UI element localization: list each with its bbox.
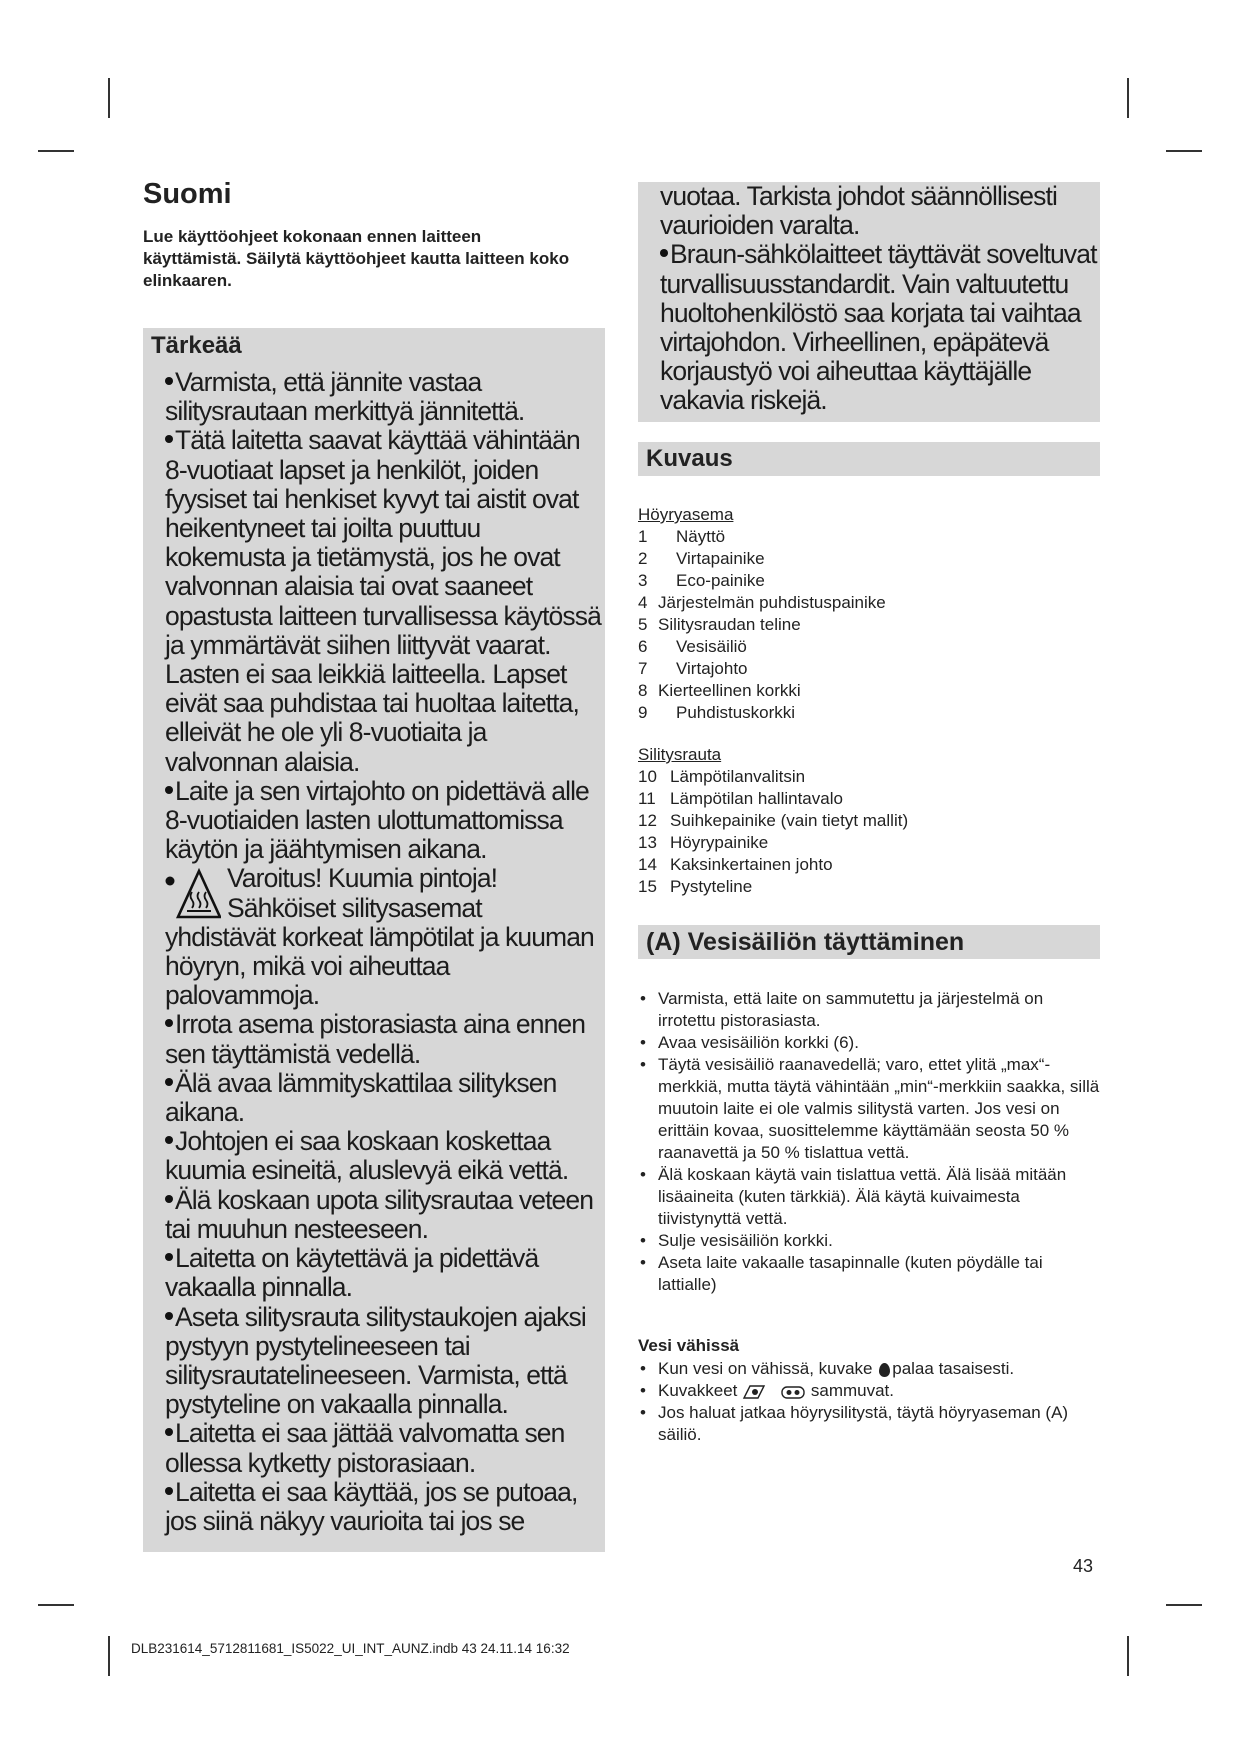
important-item: Aseta silitysrauta silitystaukojen ajaksi pystyyn pystytelineeseen tai silitysrautatelineeseen. Varmista, että pystyteline on vakaalla pinnalla. [165,1301,586,1420]
list-item: • Kuvakkeet sammuvat. [638,1380,1100,1402]
important-continued-box [638,182,1100,422]
low-water-list [638,1358,1100,1446]
list-item: 3 Eco-painike [638,571,765,590]
bullet-icon [165,377,173,385]
crop-mark [1127,78,1129,118]
warning-rest: yhdistävät korkeat lämpötilat ja kuuman höyryn, mikä voi aiheuttaa palovammoja. [165,921,594,1011]
bullet-icon [165,1195,173,1203]
crop-mark [108,1636,110,1676]
continued-text: vuotaa. Tarkista johdot säännöllisesti vaurioiden varalta. [660,181,1057,241]
list-item: • Varmista, että laite on sammutettu ja järjestelmä on irrotettu pistorasiasta. [638,988,1100,1032]
station-parts-list [638,526,886,724]
important-item: Laitetta ei saa jättää valvomatta sen ollessa kytketty pistorasiaan. [165,1418,565,1478]
bullet-icon [165,786,173,794]
list-item: 14 Kaksinkertainen johto [638,855,833,874]
list-item: 7 Virtajohto [638,659,748,678]
bullet-icon [165,1078,173,1086]
list-item: • Kun vesi on vähissä, kuvake palaa tasaisesti. [638,1358,1100,1380]
important-text [165,368,601,1536]
warning-line-2: Sähköiset silitysasemat [227,892,482,923]
list-item: 10 Lämpötilanvalitsin [638,767,806,786]
bullet-icon [165,1487,173,1495]
water-drop-icon [879,1363,890,1377]
bullet-icon [165,1136,173,1144]
hot-surface-warning-icon [165,868,221,926]
crop-mark [1166,150,1202,152]
crop-mark [1127,1636,1129,1676]
important-item: Braun-sähkölaitteet täyttävät soveltuvat turvallisuusstandardit. Vain valtuutettu huoltohenkilöstö saa korjata tai vaihtaa virtajohdon. Virheellinen, epäpätevä korjaustyö voi aiheuttaa käyttäjälle vakavia riskejä. [660,239,1097,416]
list-item: • Täytä vesisäiliö raanavedellä; varo, ettet ylitä „max“-merkkiä, mutta täytä vähintään „min“-merkkiin saakka, sillä muutoin laite ei ole valmis silitystä varten. Jos vesi on erittäin kovaa, suosittelemme käyttämään seosta 50 % raanavettä ja 50 % tislattua vettä. [638,1054,1100,1164]
bullet-icon [165,1312,173,1320]
crop-mark [38,150,74,152]
list-item: • Jos haluat jatkaa höyrysilitystä, täytä höyryaseman (A) säiliö. [638,1402,1100,1446]
list-item: 5 Silitysraudan teline [638,615,801,634]
important-item: Tätä laitetta saavat käyttää vähintään 8-vuotiaat lapset ja henkilöt, joiden fyysiset tai henkiset kyvyt tai aistit ovat heikentyneet tai joilta puuttuu kokemusta ja tietämystä, jos he ovat valvonnan alaisia tai ovat saaneet opastusta laitteen turvallisessa käytössä ja ymmärtävät siihen liittyvät vaarat. Lasten ei saa leikkiä laitteella. Lapset eivät saa puhdistaa tai huoltaa laitetta, elleivät he ole yli 8-vuotiaita ja valvonnan alaisia. [165,425,601,777]
station-subtitle: Höyryasema [638,505,734,524]
important-item: Laitetta ei saa käyttää, jos se putoaa, jos siinä näkyy vaurioita tai jos se [165,1476,578,1536]
filling-steps-list [638,988,1100,1296]
list-item: 9 Puhdistuskorkki [638,703,796,722]
important-item: Laite ja sen virtajohto on pidettävä alle 8-vuotiaiden lasten ulottumattomissa käytön ja jäähtymisen aikana. [165,775,589,865]
important-item: Älä koskaan upota silitysrautaa veteen tai muuhun nesteeseen. [165,1184,594,1244]
warning-line-1: Varoitus! Kuumia pintoja! [227,863,498,894]
list-item: 11 Lämpötilan hallintavalo [638,789,843,808]
list-item: 1 Näyttö [638,527,726,546]
bullet-icon [165,435,173,443]
filling-heading-bar [638,925,1100,959]
low-water-heading: Vesi vähissä [638,1336,740,1355]
intro-text: Lue käyttöohjeet kokonaan ennen laitteen käyttämistä. Säilytä käyttöohjeet kautta laitteen koko elinkaaren. [143,227,570,290]
list-item: 12 Suihkepainike (vain tietyt mallit) [638,811,909,830]
list-item: 4 Järjestelmän puhdistuspainike [638,593,886,612]
steam-level-icon [742,1384,806,1400]
kuvaus-heading: Kuvaus [646,445,733,472]
important-heading: Tärkeää [151,332,242,359]
list-item: • Avaa vesisäiliön korkki (6). [638,1032,1100,1054]
important-box [143,328,605,1552]
page-number: 43 [1073,1556,1094,1576]
list-item: 13 Höyrypainike [638,833,769,852]
crop-mark [108,78,110,118]
important-continued-text [660,182,1100,416]
important-item: Laitetta on käytettävä ja pidettävä vakaalla pinnalla. [165,1243,539,1303]
list-item: 2 Virtapainike [638,549,765,568]
list-item: 15 Pystyteline [638,877,753,896]
crop-mark [38,1604,74,1606]
page-title: Suomi [143,178,232,210]
hot-surface-warning [165,864,601,922]
filling-heading: (A) Vesisäiliön täyttäminen [646,928,965,956]
bullet-icon [165,1428,173,1436]
bullet-icon [165,1019,173,1027]
bullet-icon [660,249,668,257]
list-item: • Aseta laite vakaalle tasapinnalle (kuten pöydälle tai lattialle) [638,1252,1100,1296]
important-item: Irrota asema pistorasiasta aina ennen sen täyttämistä vedellä. [165,1009,586,1069]
list-item: • Älä koskaan käytä vain tislattua vettä. Älä lisää mitään lisäaineita (kuten tärkkiä). Älä käytä kuivaimesta tiivistynyttä vettä. [638,1164,1100,1230]
kuvaus-heading-bar [638,442,1100,476]
iron-subtitle: Silitysrauta [638,745,722,764]
important-item: Johtojen ei saa koskaan koskettaa kuumia esineitä, aluslevyä eikä vettä. [165,1126,569,1186]
bullet-icon [165,1253,173,1261]
iron-parts-list [638,766,908,898]
crop-mark [1166,1604,1202,1606]
important-item: Varmista, että jännite vastaa silitysrautaan merkittyä jännitettä. [165,367,525,427]
print-footer: DLB231614_5712811681_IS5022_UI_INT_AUNZ.indb 43 24.11.14 16:32 [131,1641,570,1656]
list-item: 6 Vesisäiliö [638,637,747,656]
list-item: 8 Kierteellinen korkki [638,681,801,700]
important-item: Älä avaa lämmityskattilaa silityksen aikana. [165,1067,557,1128]
list-item: • Sulje vesisäiliön korkki. [638,1230,1100,1252]
